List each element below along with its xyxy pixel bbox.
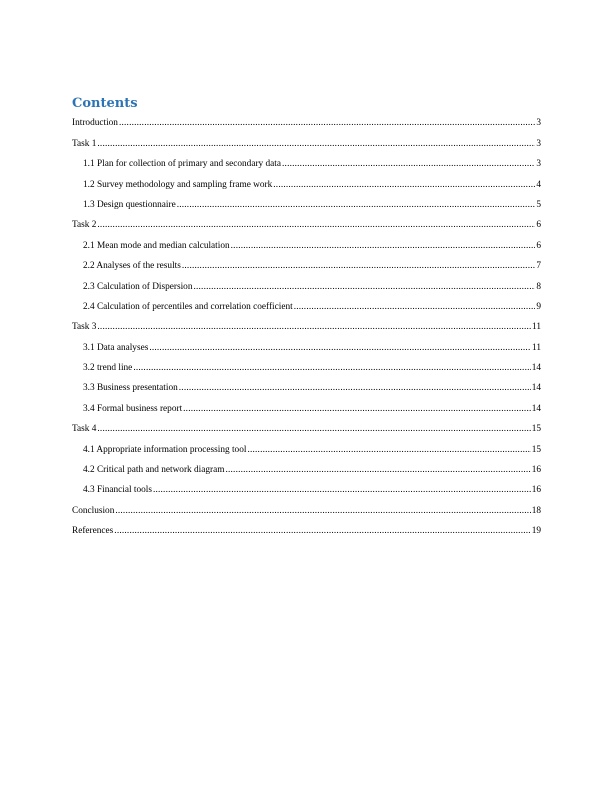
toc-page-number: 14 (531, 383, 541, 394)
toc-entry-task-1[interactable] (72, 132, 541, 152)
toc-dot-leader (179, 383, 531, 394)
toc-entry-label: Task 2 (72, 220, 97, 231)
toc-dot-leader (115, 506, 530, 517)
toc-entry-label: 2.4 Calculation of percentiles and correlation coefficient (83, 301, 293, 312)
toc-page-number: 15 (531, 444, 541, 455)
toc-dot-leader (133, 363, 530, 374)
toc-entry-3-4[interactable] (72, 397, 541, 417)
toc-entry-3-2[interactable] (72, 357, 541, 377)
toc-dot-leader (119, 118, 535, 129)
toc-heading: Contents (72, 96, 138, 111)
toc-dot-leader (149, 343, 531, 354)
toc-entry-4-2[interactable] (72, 459, 541, 479)
toc-entry-label: References (72, 526, 114, 537)
toc-dot-leader (225, 465, 530, 476)
toc-entry-label: 2.1 Mean mode and median calculation (83, 240, 230, 251)
toc-dot-leader (247, 445, 530, 456)
toc-dot-leader (114, 526, 530, 537)
toc-page-number: 7 (536, 261, 541, 272)
toc-entry-2-2[interactable] (72, 255, 541, 275)
toc-entry-2-4[interactable] (72, 296, 541, 316)
toc-dot-leader (97, 424, 530, 435)
toc-entry-label: 3.4 Formal business report (83, 403, 183, 414)
toc-entry-2-3[interactable] (72, 275, 541, 295)
toc-dot-leader (177, 200, 536, 211)
toc-entry-1-3[interactable] (72, 194, 541, 214)
toc-entry-conclusion[interactable] (72, 499, 541, 519)
table-of-contents (72, 112, 541, 540)
toc-entry-label: 4.3 Financial tools (83, 485, 152, 496)
toc-page-number: 16 (531, 465, 541, 476)
toc-page-number: 16 (531, 485, 541, 496)
toc-dot-leader (183, 404, 531, 415)
toc-page-number: 11 (532, 322, 541, 333)
toc-entry-label: 1.2 Survey methodology and sampling frame work (83, 179, 273, 190)
toc-page-number: 6 (536, 220, 541, 231)
toc-dot-leader (97, 220, 535, 231)
toc-dot-leader (231, 241, 536, 252)
toc-page-number: 3 (536, 138, 541, 149)
toc-entry-label: Conclusion (72, 505, 115, 516)
toc-dot-leader (294, 302, 536, 313)
toc-page-number: 18 (531, 505, 541, 516)
toc-entry-label: Introduction (72, 118, 118, 129)
toc-entry-introduction[interactable] (72, 112, 541, 132)
toc-entry-4-1[interactable] (72, 438, 541, 458)
toc-entry-3-3[interactable] (72, 377, 541, 397)
toc-entry-2-1[interactable] (72, 234, 541, 254)
toc-page-number: 8 (536, 281, 541, 292)
toc-entry-4-3[interactable] (72, 479, 541, 499)
toc-page-number: 11 (532, 342, 541, 353)
toc-entry-label: 3.3 Business presentation (83, 383, 178, 394)
toc-page-number: 15 (531, 424, 541, 435)
toc-dot-leader (97, 322, 531, 333)
toc-entry-label: 3.1 Data analyses (83, 342, 149, 353)
toc-entry-task-3[interactable] (72, 316, 541, 336)
toc-entry-label: Task 3 (72, 322, 97, 333)
toc-entry-task-4[interactable] (72, 418, 541, 438)
toc-entry-label: 3.2 trend line (83, 363, 133, 374)
toc-entry-label: Task 4 (72, 424, 97, 435)
toc-entry-references[interactable] (72, 520, 541, 540)
toc-page-number: 14 (531, 403, 541, 414)
toc-entry-label: 1.3 Design questionnaire (83, 199, 176, 210)
toc-entry-3-1[interactable] (72, 336, 541, 356)
toc-entry-task-2[interactable] (72, 214, 541, 234)
toc-entry-label: 2.2 Analyses of the results (83, 261, 181, 272)
toc-entry-label: 4.1 Appropriate information processing tool (83, 444, 247, 455)
toc-page-number: 5 (536, 199, 541, 210)
toc-entry-label: 1.1 Plan for collection of primary and secondary data (83, 159, 282, 170)
toc-entry-label: 4.2 Critical path and network diagram (83, 465, 225, 476)
toc-dot-leader (282, 159, 535, 170)
toc-page-number: 4 (536, 179, 541, 190)
toc-page-number: 3 (536, 118, 541, 129)
toc-page-number: 19 (531, 526, 541, 537)
toc-dot-leader (182, 261, 535, 272)
toc-entry-label: 2.3 Calculation of Dispersion (83, 281, 193, 292)
toc-entry-1-1[interactable] (72, 153, 541, 173)
toc-entry-1-2[interactable] (72, 173, 541, 193)
toc-entry-label: Task 1 (72, 138, 97, 149)
toc-page-number: 14 (531, 363, 541, 374)
toc-dot-leader (153, 485, 531, 496)
toc-page-number: 3 (536, 159, 541, 170)
toc-dot-leader (193, 282, 535, 293)
toc-dot-leader (97, 139, 535, 150)
toc-page-number: 9 (536, 301, 541, 312)
toc-dot-leader (273, 180, 535, 191)
toc-page-number: 6 (536, 240, 541, 251)
